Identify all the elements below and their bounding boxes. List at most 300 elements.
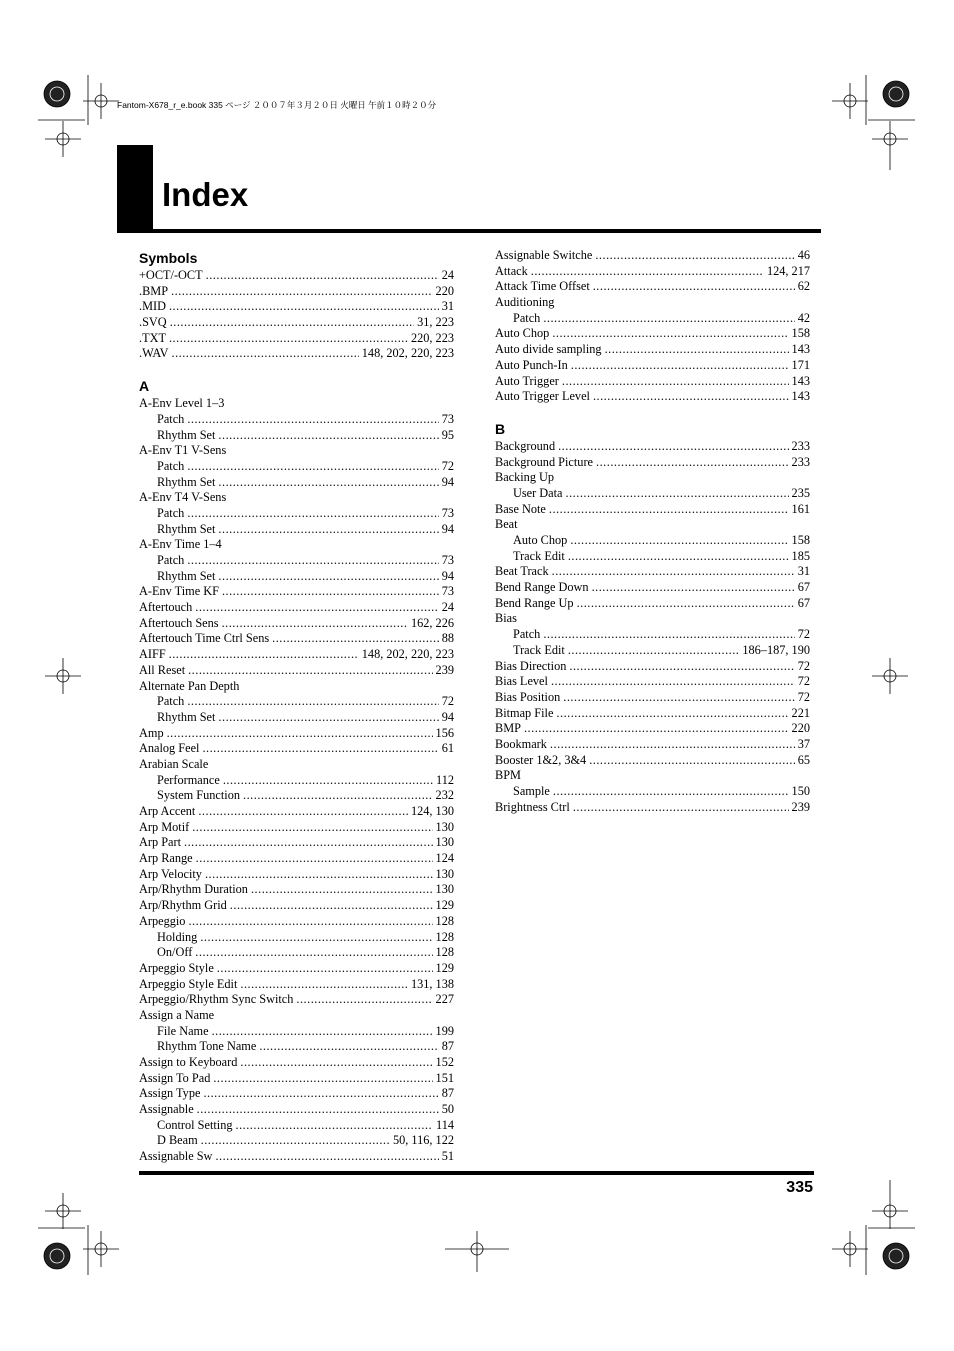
index-page-ref: 94	[441, 474, 454, 489]
index-entry	[139, 882, 454, 898]
index-page-ref: 130	[435, 819, 454, 834]
index-page-ref: 128	[435, 929, 454, 944]
index-term: .MID	[139, 299, 166, 314]
index-subentry	[139, 475, 454, 491]
dot-leader	[566, 486, 789, 502]
dot-leader	[200, 930, 432, 946]
index-term: Arpeggio	[139, 913, 186, 928]
index-term: Arp Motif	[139, 819, 190, 834]
index-term: Analog Feel	[139, 741, 200, 756]
index-term: Auto Trigger	[495, 373, 559, 388]
dot-leader	[196, 851, 433, 867]
index-entry	[139, 820, 454, 836]
index-page-ref: 50	[441, 1102, 454, 1117]
index-page-ref: 227	[435, 992, 454, 1007]
section-gap	[139, 362, 454, 376]
index-term: Track Edit	[513, 548, 565, 563]
index-term: Beat Track	[495, 564, 549, 579]
index-term: Brightness Ctrl	[495, 799, 570, 814]
index-entry	[139, 600, 454, 616]
index-page-ref: 233	[791, 454, 810, 469]
index-page-ref: 73	[441, 584, 454, 599]
dot-leader	[188, 663, 432, 679]
index-subentry	[139, 930, 454, 946]
index-term: Aftertouch Sens	[139, 615, 219, 630]
index-entry	[495, 800, 810, 816]
dot-leader	[236, 1118, 434, 1134]
index-entry	[495, 358, 810, 374]
index-entry	[139, 851, 454, 867]
index-term: .SVQ	[139, 315, 167, 330]
index-term: Patch	[157, 694, 185, 709]
index-page-ref: 24	[441, 600, 454, 615]
index-entry	[495, 580, 810, 596]
index-section-heading: B	[495, 420, 506, 437]
dot-leader	[184, 835, 433, 851]
index-subentry	[139, 773, 454, 789]
index-term: Bias Level	[495, 674, 548, 689]
index-entry-heading: A-Env T1 V-Sens	[139, 443, 227, 458]
index-term: Bias Direction	[495, 658, 567, 673]
dot-leader	[240, 1055, 432, 1071]
index-page-ref: 61	[441, 741, 454, 756]
index-page-ref: 94	[441, 568, 454, 583]
index-page-ref: 72	[797, 689, 810, 704]
index-entry	[495, 248, 810, 264]
index-entry	[139, 741, 454, 757]
dot-leader	[218, 428, 438, 444]
index-page-ref: 150	[791, 784, 810, 798]
index-entry	[139, 331, 454, 347]
index-entry	[495, 389, 810, 405]
index-term: Aftertouch	[139, 600, 193, 615]
index-entry	[139, 616, 454, 632]
index-term: Bend Range Down	[495, 580, 589, 595]
index-entry	[139, 631, 454, 647]
index-page-ref: 220	[435, 283, 454, 298]
index-subentry	[495, 311, 810, 327]
dot-leader	[553, 784, 789, 800]
dot-leader	[206, 268, 439, 284]
index-page-ref: 62	[797, 279, 810, 294]
index-term: Auto Trigger Level	[495, 389, 590, 404]
index-term: Track Edit	[513, 642, 565, 657]
index-entry	[495, 342, 810, 358]
index-entry	[495, 564, 810, 580]
index-page-ref: 95	[441, 427, 454, 442]
index-term: Auto Chop	[513, 533, 568, 547]
dot-leader	[589, 753, 795, 769]
index-term: .WAV	[139, 346, 169, 361]
index-term: Assign to Keyboard	[139, 1055, 238, 1069]
index-page-ref: 220, 223	[410, 330, 454, 345]
index-subentry	[139, 788, 454, 804]
index-entry	[139, 961, 454, 977]
index-term: Arp Accent	[139, 804, 196, 818]
index-term: Patch	[513, 310, 541, 325]
index-subentry	[139, 506, 454, 522]
index-entry	[139, 346, 454, 362]
index-entry	[139, 315, 454, 331]
index-term: Rhythm Set	[157, 568, 216, 583]
dot-leader	[188, 914, 432, 930]
index-term: Assignable Sw	[139, 1149, 213, 1164]
index-page-ref: 129	[435, 960, 454, 975]
dot-leader	[197, 1102, 439, 1118]
index-term: Arp Part	[139, 835, 182, 850]
dot-leader	[595, 248, 794, 264]
dot-leader	[571, 358, 789, 374]
index-column-left	[139, 248, 454, 1165]
dot-leader	[187, 553, 438, 569]
index-entry	[139, 835, 454, 851]
index-page-ref: 151	[435, 1070, 454, 1085]
title-marker-block	[117, 145, 153, 233]
index-entry	[139, 726, 454, 742]
index-section-heading: Symbols	[139, 250, 198, 266]
index-page-ref: 24	[441, 268, 454, 282]
dot-leader	[563, 690, 794, 706]
index-subentry	[139, 459, 454, 475]
index-page-ref: 130	[435, 882, 454, 897]
index-term: Patch	[157, 505, 185, 520]
dot-leader	[569, 659, 794, 675]
index-entry	[139, 977, 454, 993]
index-page-ref: 158	[791, 533, 810, 547]
index-term: AIFF	[139, 647, 166, 662]
index-term: Rhythm Set	[157, 427, 216, 442]
dot-leader	[215, 1149, 438, 1165]
index-page-ref: 72	[797, 627, 810, 642]
index-entry	[139, 268, 454, 284]
dot-leader	[192, 820, 432, 836]
index-term: Bitmap File	[495, 705, 554, 720]
index-entry	[495, 674, 810, 690]
index-entry	[139, 584, 454, 600]
page-number: 335	[786, 1179, 813, 1196]
index-page-ref: 72	[797, 674, 810, 689]
index-page-ref: 50, 116, 122	[392, 1133, 454, 1148]
index-term: .TXT	[139, 330, 166, 345]
index-subentry	[495, 643, 810, 659]
index-subentry	[495, 486, 810, 502]
index-page-ref: 124, 130	[410, 804, 454, 818]
index-entry	[495, 753, 810, 769]
index-entry	[495, 721, 810, 737]
index-page-ref: 87	[441, 1086, 454, 1101]
index-entry-heading: A-Env T4 V-Sens	[139, 490, 227, 505]
index-term: Attack	[495, 263, 528, 278]
index-term: Bend Range Up	[495, 595, 574, 610]
index-term: Booster 1&2, 3&4	[495, 752, 587, 767]
dot-leader	[167, 726, 433, 742]
dot-leader	[169, 331, 408, 347]
index-page-ref: 37	[797, 736, 810, 751]
dot-leader	[171, 284, 432, 300]
index-entry	[495, 455, 810, 471]
index-term: +OCT/-OCT	[139, 268, 203, 282]
index-page-ref: 124	[435, 851, 454, 866]
dot-leader	[217, 961, 433, 977]
index-term: Rhythm Set	[157, 521, 216, 536]
index-term: D Beam	[157, 1133, 198, 1148]
index-page-ref: 87	[441, 1039, 454, 1054]
index-term: Rhythm Set	[157, 709, 216, 724]
index-term: User Data	[513, 485, 563, 500]
index-entry	[139, 284, 454, 300]
index-page-ref: 72	[441, 694, 454, 709]
index-page-ref: 31	[797, 564, 810, 579]
index-entry-heading: Backing Up	[495, 470, 555, 485]
index-term: Holding	[157, 929, 198, 944]
index-term: Auto Chop	[495, 326, 550, 341]
index-page-ref: 143	[791, 342, 810, 357]
index-term: Performance	[157, 772, 220, 787]
index-page-ref: 129	[435, 898, 454, 913]
dot-leader	[552, 326, 788, 342]
dot-leader	[552, 564, 795, 580]
index-subentry	[139, 522, 454, 538]
index-page-ref: 143	[791, 373, 810, 388]
index-entry	[495, 659, 810, 675]
index-entry	[139, 1071, 454, 1087]
index-entry	[139, 914, 454, 930]
index-page-ref: 112	[436, 772, 454, 787]
index-term: Control Setting	[157, 1117, 233, 1132]
index-term: Assign Type	[139, 1086, 201, 1101]
index-term: Auto Punch-In	[495, 357, 568, 372]
index-subentry	[139, 710, 454, 726]
dot-leader	[593, 279, 795, 295]
dot-leader	[259, 1039, 438, 1055]
index-term: Arp Range	[139, 851, 193, 866]
index-term: BMP	[495, 721, 521, 736]
index-entry	[495, 326, 810, 342]
index-page-ref: 152	[435, 1055, 454, 1069]
index-term: Patch	[157, 458, 185, 473]
index-entry	[139, 992, 454, 1008]
title-rule	[117, 229, 821, 233]
dot-leader	[543, 311, 794, 327]
index-term: Rhythm Tone Name	[157, 1039, 257, 1054]
index-entry-heading: Bias	[495, 611, 517, 626]
index-term: Assignable	[139, 1102, 194, 1117]
dot-leader	[531, 264, 764, 280]
dot-leader	[605, 342, 789, 358]
dot-leader	[568, 549, 789, 565]
dot-leader	[573, 800, 789, 816]
index-subentry	[139, 694, 454, 710]
index-page-ref: 156	[435, 725, 454, 740]
index-page-ref: 73	[441, 505, 454, 520]
index-entry	[139, 663, 454, 679]
index-term: Arp/Rhythm Duration	[139, 882, 248, 897]
index-entry	[139, 299, 454, 315]
index-subentry	[495, 627, 810, 643]
dot-leader	[593, 389, 789, 405]
dot-leader	[187, 506, 438, 522]
index-page-ref: 186–187, 190	[742, 642, 810, 657]
index-page-ref: 72	[441, 458, 454, 473]
dot-leader	[222, 616, 408, 632]
dot-leader	[272, 631, 439, 647]
index-page-ref: 239	[791, 799, 810, 814]
dot-leader	[243, 788, 433, 804]
index-page-ref: 94	[441, 521, 454, 536]
index-page-ref: 232	[435, 788, 454, 803]
index-term: Assign To Pad	[139, 1070, 211, 1085]
index-page-ref: 124, 217	[766, 263, 810, 278]
dot-leader	[549, 502, 789, 518]
dot-leader	[218, 710, 438, 726]
index-term: Patch	[513, 627, 541, 642]
dot-leader	[222, 584, 439, 600]
index-entry	[495, 690, 810, 706]
index-subentry	[495, 549, 810, 565]
dot-leader	[213, 1071, 432, 1087]
index-entry	[495, 374, 810, 390]
dot-leader	[524, 721, 789, 737]
index-term: On/Off	[157, 945, 193, 960]
dot-leader	[218, 569, 438, 585]
dot-leader	[195, 945, 432, 961]
dot-leader	[203, 1086, 438, 1102]
index-page-ref: 239	[435, 662, 454, 677]
index-term: Arp/Rhythm Grid	[139, 898, 227, 913]
index-page-ref: 148, 202, 220, 223	[361, 647, 454, 662]
index-page-ref: 221	[791, 705, 810, 720]
index-page-ref: 235	[791, 485, 810, 500]
index-page-ref: 46	[797, 248, 810, 262]
index-page-ref: 130	[435, 835, 454, 850]
dot-leader	[169, 647, 359, 663]
dot-leader	[543, 627, 794, 643]
index-entry	[139, 647, 454, 663]
index-term: Background Picture	[495, 454, 594, 469]
dot-leader	[187, 694, 438, 710]
index-term: Base Note	[495, 501, 546, 516]
index-page-ref: 88	[441, 631, 454, 646]
index-page-ref: 199	[435, 1023, 454, 1038]
index-subentry	[139, 412, 454, 428]
index-page-ref: 128	[435, 945, 454, 960]
index-entry-heading: Alternate Pan Depth	[139, 678, 240, 693]
dot-leader	[240, 977, 408, 993]
index-subentry	[139, 1024, 454, 1040]
dot-leader	[195, 600, 438, 616]
index-page-ref: 94	[441, 709, 454, 724]
index-term: A-Env Time KF	[139, 584, 219, 599]
index-term: Arpeggio/Rhythm Sync Switch	[139, 992, 294, 1007]
index-term: Amp	[139, 725, 164, 740]
dot-leader	[562, 374, 789, 390]
index-subentry	[139, 553, 454, 569]
dot-leader	[223, 773, 433, 789]
dot-leader	[592, 580, 795, 596]
index-subentry	[139, 569, 454, 585]
index-page-ref: 72	[797, 658, 810, 673]
index-entry	[495, 439, 810, 455]
index-page-ref: 220	[791, 721, 810, 736]
index-entry-heading: A-Env Time 1–4	[139, 537, 222, 552]
index-page-ref: 131, 138	[410, 976, 454, 991]
index-term: All Reset	[139, 662, 186, 677]
index-page-ref: 185	[791, 548, 810, 563]
index-entry	[495, 502, 810, 518]
dot-leader	[202, 741, 438, 757]
dot-leader	[187, 412, 438, 428]
index-page-ref: 67	[797, 580, 810, 595]
index-term: Aftertouch Time Ctrl Sens	[139, 631, 270, 646]
dot-leader	[169, 299, 439, 315]
index-page-ref: 73	[441, 553, 454, 567]
index-page-ref: 162, 226	[410, 615, 454, 630]
index-page-ref: 130	[435, 866, 454, 881]
index-subentry	[495, 784, 810, 800]
index-page-ref: 42	[797, 310, 810, 325]
index-entry-heading: Beat	[495, 517, 518, 532]
index-subentry	[139, 1133, 454, 1149]
index-term: .BMP	[139, 283, 169, 298]
dot-leader	[556, 706, 788, 722]
index-entry	[139, 804, 454, 820]
dot-leader	[596, 455, 789, 471]
dot-leader	[212, 1024, 433, 1040]
index-page-ref: 65	[797, 752, 810, 767]
dot-leader	[201, 1133, 390, 1149]
index-page-ref: 148, 202, 220, 223	[361, 346, 454, 361]
index-term: Assignable Switche	[495, 248, 593, 262]
dot-leader	[551, 674, 795, 690]
index-page-ref: 31	[441, 299, 454, 314]
dot-leader	[172, 346, 359, 362]
index-entry	[495, 706, 810, 722]
index-entry	[139, 1102, 454, 1118]
index-term: Arpeggio Style Edit	[139, 976, 238, 991]
index-column-right	[495, 248, 810, 815]
index-entry	[139, 867, 454, 883]
footer-rule	[139, 1171, 814, 1175]
index-entry-heading: Arabian Scale	[139, 756, 209, 771]
dot-leader	[170, 315, 414, 331]
index-term: Patch	[157, 553, 185, 567]
index-term: Bookmark	[495, 736, 547, 751]
dot-leader	[187, 459, 438, 475]
index-term: Arp Velocity	[139, 866, 202, 881]
index-term: Arpeggio Style	[139, 960, 214, 975]
dot-leader	[205, 867, 433, 883]
index-term: File Name	[157, 1023, 209, 1038]
index-term: System Function	[157, 788, 241, 803]
index-term: Patch	[157, 411, 185, 426]
dot-leader	[296, 992, 432, 1008]
index-subentry	[139, 1039, 454, 1055]
index-page-ref: 171	[791, 357, 810, 372]
index-entry	[139, 1055, 454, 1071]
dot-leader	[570, 533, 788, 549]
index-entry-heading: Auditioning	[495, 295, 555, 310]
index-entry-heading: Assign a Name	[139, 1007, 215, 1022]
index-section-heading: A	[139, 378, 150, 395]
index-page-ref: 31, 223	[417, 315, 454, 330]
index-page-ref: 143	[791, 389, 810, 404]
index-entry-heading: BPM	[495, 768, 521, 783]
index-term: Bias Position	[495, 689, 561, 704]
index-page-ref: 158	[791, 326, 810, 341]
page-title: Index	[162, 176, 249, 213]
index-page-ref: 114	[436, 1117, 454, 1132]
index-page-ref: 51	[441, 1149, 454, 1164]
